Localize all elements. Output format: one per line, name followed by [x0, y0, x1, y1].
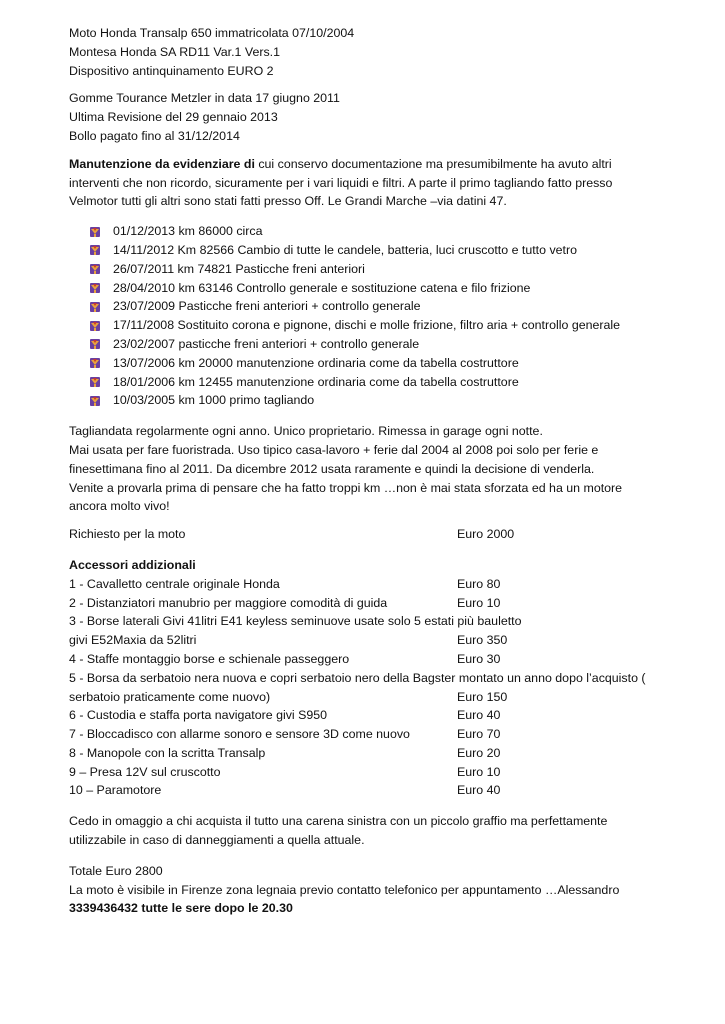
ornate-arrow-bullet-icon — [89, 263, 101, 275]
list-item — [89, 316, 669, 335]
accessory-price: Euro 80 — [457, 576, 501, 591]
accessory-row — [69, 650, 669, 669]
accessory-desc: 2 - Distanziatori manubrio per maggiore comodità di guida — [69, 595, 388, 610]
maintenance-intro — [69, 155, 669, 211]
accessory-desc: 6 - Custodia e staffa porta navigatore givi S950 — [69, 708, 328, 723]
accessory-desc: 1 - Cavalletto centrale originale Honda — [69, 576, 280, 591]
accessory-row — [69, 575, 669, 594]
accessory-desc: givi E52Maxia da 52litri — [69, 633, 197, 648]
maintenance-intro-line — [69, 155, 669, 174]
ornate-arrow-bullet-icon — [89, 357, 101, 369]
gift-line: Cedo in omaggio a chi acquista il tutto una carena sinistra con un piccolo graffio ma perfettamente — [69, 814, 608, 829]
total-price: Totale Euro 2800 — [69, 863, 163, 878]
list-item-text: 14/11/2012 Km 82566 Cambio di tutte le candele, batteria, luci cruscotto e tutto vetro — [113, 242, 578, 257]
ornate-arrow-bullet-icon — [89, 376, 101, 388]
document-page — [69, 24, 669, 918]
accessory-desc: 7 - Bloccadisco con allarme sonoro e sensore 3D come nuovo — [69, 727, 410, 742]
ornate-arrow-bullet-icon — [89, 282, 101, 294]
accessory-row — [69, 763, 669, 782]
accessory-desc: 10 – Paramotore — [69, 783, 162, 798]
details-line: Ultima Revisione del 29 gennaio 2013 — [69, 110, 278, 125]
asking-price-row — [69, 525, 669, 544]
phone-contact: 3339436432 tutte le sere dopo le 20.30 — [69, 901, 293, 916]
list-item — [89, 279, 669, 298]
list-item-text: 23/02/2007 pasticche freni anteriori + controllo generale — [113, 336, 420, 351]
list-item — [89, 354, 669, 373]
list-item — [89, 260, 669, 279]
maintenance-heading: Manutenzione da evidenziare di — [69, 156, 255, 171]
list-item — [89, 222, 669, 241]
accessory-desc: 5 - Borsa da serbatoio nera nuova e copri serbatoio nero della Bagster montato un anno dopo l’acquisto ( — [69, 670, 646, 685]
list-item-text: 23/07/2009 Pasticche freni anteriori + controllo generale — [113, 299, 421, 314]
asking-price-label: Richiesto per la moto — [69, 527, 186, 542]
accessory-desc: 3 - Borse laterali Givi 41litri E41 keyless seminuove usate solo 5 estati più bauletto — [69, 614, 522, 629]
accessory-price — [457, 669, 607, 688]
accessory-row — [69, 669, 669, 688]
accessory-price: Euro 70 — [457, 727, 501, 742]
header-line: Montesa Honda SA RD11 Var.1 Vers.1 — [69, 44, 280, 59]
asking-price-value: Euro 2000 — [457, 527, 515, 542]
accessory-price: Euro 10 — [457, 595, 501, 610]
details-line: Bollo pagato fino al 31/12/2014 — [69, 128, 240, 143]
accessory-price: Euro 20 — [457, 745, 501, 760]
accessory-price: Euro 10 — [457, 764, 501, 779]
accessory-desc: 9 – Presa 12V sul cruscotto — [69, 764, 221, 779]
accessory-desc: 8 - Manopole con la scritta Transalp — [69, 745, 266, 760]
details-block — [69, 89, 669, 145]
list-item-text: 17/11/2008 Sostituito corona e pignone, dischi e molle frizione, filtro aria + controllo generale — [113, 318, 621, 333]
list-item — [89, 297, 669, 316]
header-line: Dispositivo antinquinamento EURO 2 — [69, 63, 274, 78]
ornate-arrow-bullet-icon — [89, 320, 101, 332]
list-item — [89, 391, 669, 410]
description-line: finesettimana fino al 2011. Da dicembre 2012 usata raramente e quindi la decisione di venderla. — [69, 461, 595, 476]
accessory-row — [69, 781, 669, 800]
gift-line: utilizzabile in caso di danneggiamenti a quella attuale. — [69, 833, 365, 848]
list-item-text: 28/04/2010 km 63146 Controllo generale e sostituzione catena e filo frizione — [113, 280, 531, 295]
accessories-title: Accessori addizionali — [69, 557, 196, 572]
details-line: Gomme Tourance Metzler in data 17 giugno 2011 — [69, 91, 340, 106]
ornate-arrow-bullet-icon — [89, 395, 101, 407]
ornate-arrow-bullet-icon — [89, 301, 101, 313]
accessory-row — [69, 744, 669, 763]
list-item — [89, 241, 669, 260]
accessory-price: Euro 150 — [457, 689, 508, 704]
gift-block — [69, 812, 669, 850]
maintenance-intro-text: cui conservo documentazione ma presumibilmente ha avuto altri — [254, 156, 612, 171]
list-item-text: 10/03/2005 km 1000 primo tagliando — [113, 393, 315, 408]
header-line: Moto Honda Transalp 650 immatricolata 07/10/2004 — [69, 26, 355, 40]
ornate-arrow-bullet-icon — [89, 338, 101, 350]
header-block — [69, 24, 669, 80]
list-item-text: 26/07/2011 km 74821 Pasticche freni anteriori — [113, 261, 365, 276]
list-item-text: 13/07/2006 km 20000 manutenzione ordinaria come da tabella costruttore — [113, 355, 519, 370]
description-line: Venite a provarla prima di pensare che ha fatto troppi km …non è mai stata sforzata ed ha un motore — [69, 480, 623, 495]
location-line: La moto è visibile in Firenze zona legnaia previo contatto telefonico per appuntamento …Alessandro — [69, 882, 620, 897]
accessory-row — [69, 631, 669, 650]
description-line: ancora molto vivo! — [69, 499, 170, 514]
accessory-price — [457, 612, 607, 631]
accessory-row — [69, 612, 669, 631]
list-item — [89, 335, 669, 354]
accessory-price: Euro 40 — [457, 783, 501, 798]
ornate-arrow-bullet-icon — [89, 244, 101, 256]
accessory-price: Euro 40 — [457, 708, 501, 723]
description-line: Mai usata per fare fuoristrada. Uso tipico casa-lavoro + ferie dal 2004 al 2008 poi solo per ferie e — [69, 442, 599, 457]
list-item-text: 01/12/2013 km 86000 circa — [113, 224, 263, 239]
accessory-price: Euro 30 — [457, 651, 501, 666]
maintenance-list — [69, 222, 669, 410]
maintenance-intro-line: Velmotor tutti gli altri sono stati fatti presso Off. Le Grandi Marche –via datini 47. — [69, 194, 507, 209]
list-item — [89, 373, 669, 392]
accessory-desc: 4 - Staffe montaggio borse e schienale passeggero — [69, 651, 350, 666]
description-line: Tagliandata regolarmente ogni anno. Unico proprietario. Rimessa in garage ogni notte. — [69, 424, 543, 439]
list-item-text: 18/01/2006 km 12455 manutenzione ordinaria come da tabella costruttore — [113, 374, 519, 389]
accessory-row — [69, 725, 669, 744]
accessory-row — [69, 688, 669, 707]
accessory-price: Euro 350 — [457, 633, 508, 648]
closing-block — [69, 862, 669, 918]
ornate-arrow-bullet-icon — [89, 226, 101, 238]
accessories-table — [69, 575, 669, 801]
accessory-row — [69, 594, 669, 613]
accessory-row — [69, 706, 669, 725]
description-block — [69, 422, 669, 516]
accessory-desc: serbatoio praticamente come nuovo) — [69, 689, 271, 704]
maintenance-intro-line: interventi che non ricordo, sicuramente per i vari liquidi e filtri. A parte il primo tagliando fatto presso — [69, 175, 613, 190]
